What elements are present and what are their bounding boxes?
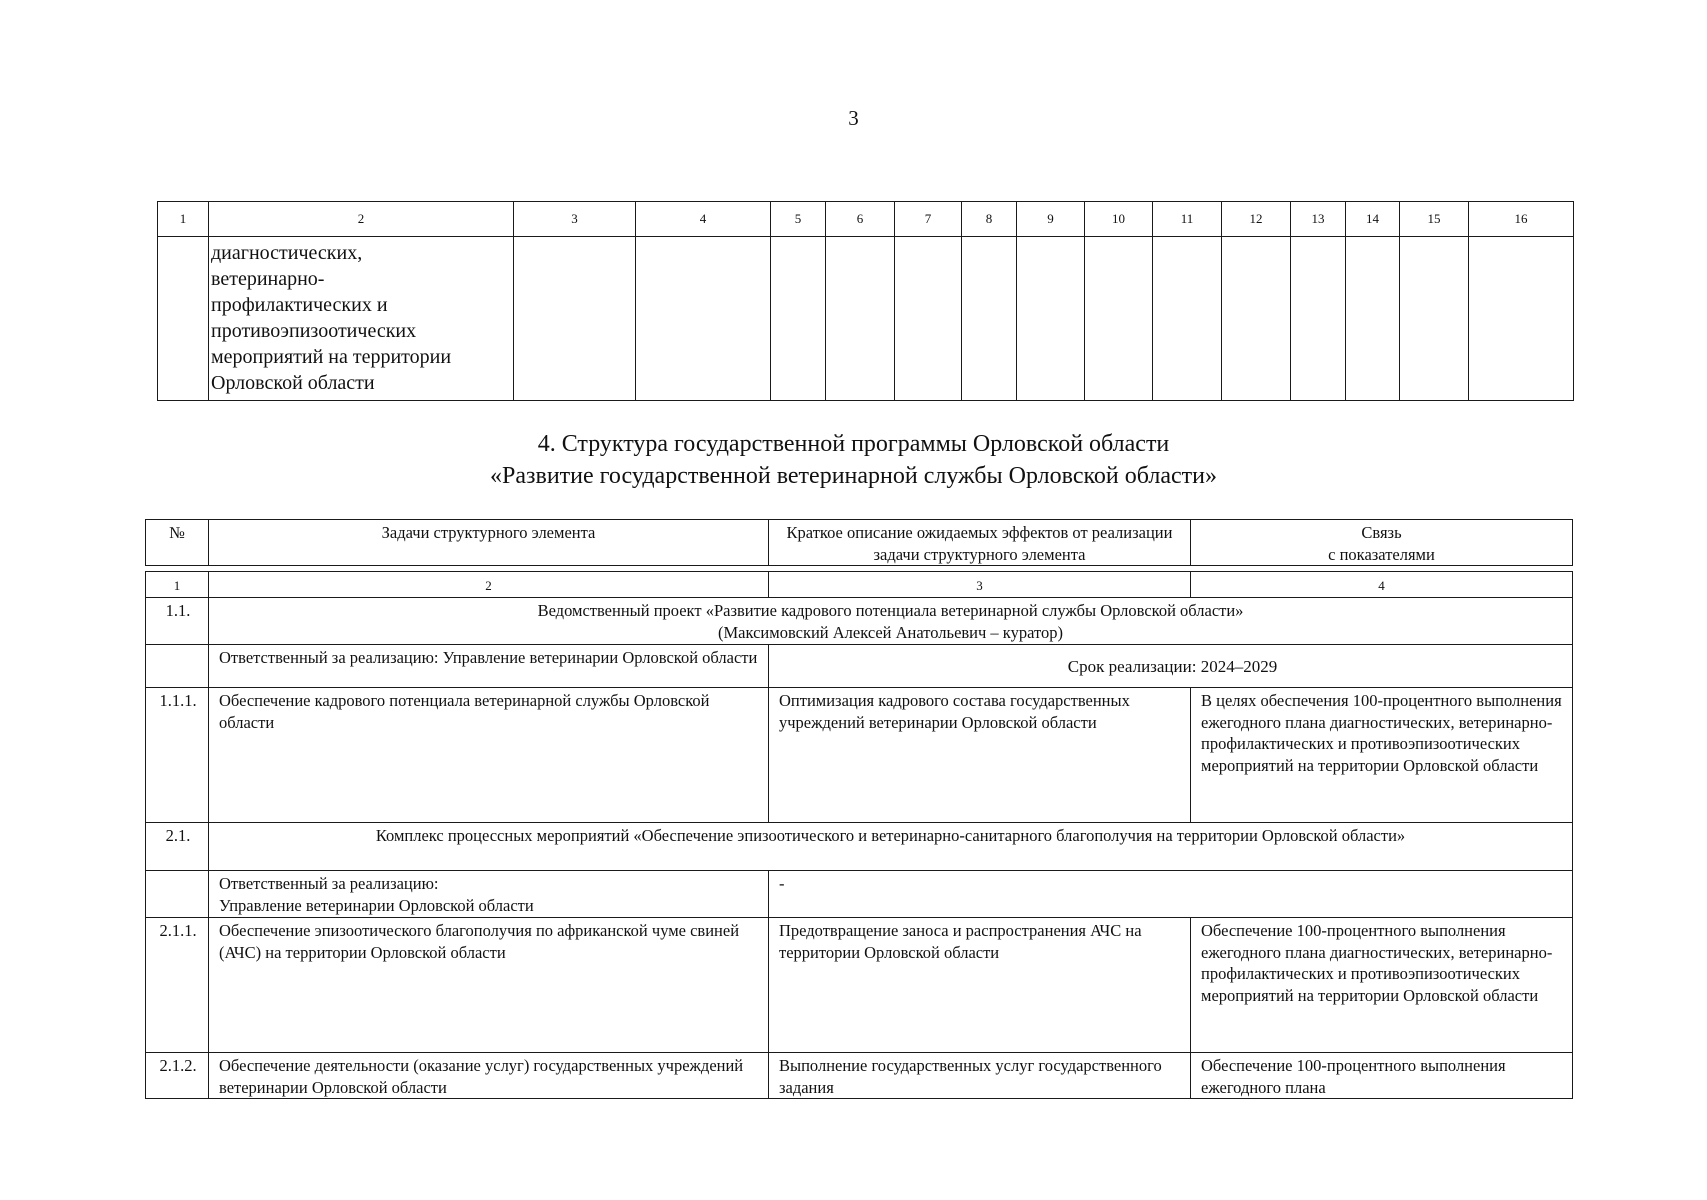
row-number: 2.1.2.: [146, 1053, 209, 1099]
continuation-text-cell: [209, 237, 514, 401]
header-link: [1191, 520, 1573, 566]
responsible-line: Управление ветеринарии Орловской области: [219, 895, 534, 915]
table-cell: [1017, 237, 1085, 401]
table-cell: [826, 237, 895, 401]
row-number: 1.1.: [146, 598, 209, 645]
table-cell: [1153, 237, 1222, 401]
table-row: [146, 1053, 1573, 1099]
effect-text: Предотвращение заноса и распространения АЧС на территории Орловской области: [769, 918, 1191, 1053]
section-title: [0, 428, 1707, 492]
table-cell: [1346, 237, 1400, 401]
column-number: 9: [1017, 202, 1085, 237]
column-number: 5: [771, 202, 826, 237]
table-cell: [1469, 237, 1574, 401]
page-number: 3: [848, 106, 859, 130]
project-title-line: Ведомственный проект «Развитие кадрового потенциала ветеринарной службы Орловской области»: [537, 601, 1244, 620]
responsible-value: -: [769, 871, 1573, 918]
responsible-row: [146, 871, 1573, 918]
table-row: [158, 237, 1574, 401]
indicator-link-text: Обеспечение 100-процентного выполнения ежегодного плана диагностических, ветеринарно-профилактических и противоэпизоотических мероприятий на территории Орловской области: [1191, 918, 1573, 1053]
column-number-row: [146, 572, 1573, 598]
table-row: [146, 918, 1573, 1053]
responsible-line: Ответственный за реализацию:: [219, 874, 439, 893]
implementation-period: Срок реализации: 2024–2029: [769, 645, 1573, 688]
project-title: [209, 598, 1573, 645]
continuation-table: [157, 201, 1574, 401]
column-number: 4: [636, 202, 771, 237]
table-cell: [1400, 237, 1469, 401]
column-number: 1: [158, 202, 209, 237]
column-number: 3: [514, 202, 636, 237]
section-title-line: «Развитие государственной ветеринарной службы Орловской области»: [490, 463, 1217, 489]
table-cell: [158, 237, 209, 401]
row-number: 1.1.1.: [146, 688, 209, 823]
header-link-line: Связь: [1361, 523, 1402, 542]
table-cell: [636, 237, 771, 401]
indicator-link-text: Обеспечение 100-процентного выполнения ежегодного плана: [1191, 1053, 1573, 1099]
table-cell: [895, 237, 962, 401]
effect-text: Оптимизация кадрового состава государственных учреждений ветеринарии Орловской области: [769, 688, 1191, 823]
table-cell: [1222, 237, 1291, 401]
column-number: 2: [209, 572, 769, 598]
column-number: 14: [1346, 202, 1400, 237]
project-curator: (Максимовский Алексей Анатольевич – куратор): [718, 622, 1063, 642]
column-number: 3: [769, 572, 1191, 598]
table-cell: [514, 237, 636, 401]
column-number: 6: [826, 202, 895, 237]
column-number: 10: [1085, 202, 1153, 237]
effect-text: Выполнение государственных услуг государственного задания: [769, 1053, 1191, 1099]
section-title-line: 4. Структура государственной программы Орловской области: [537, 431, 1170, 457]
row-number: 2.1.: [146, 823, 209, 871]
table-header-row: [158, 202, 1574, 237]
responsible-text: Ответственный за реализацию: Управление ветеринарии Орловской области: [209, 645, 769, 688]
indicator-link-text: В целях обеспечения 100-процентного выполнения ежегодного плана диагностических, ветеринарно-профилактических и противоэпизоотических мероприятий на территории Орловской области: [1191, 688, 1573, 823]
row-number: 2.1.1.: [146, 918, 209, 1053]
table-cell: [1291, 237, 1346, 401]
table-cell: [962, 237, 1017, 401]
text-line: мероприятий на территории: [211, 346, 452, 368]
text-line: ветеринарно-: [211, 268, 325, 290]
task-text: Обеспечение кадрового потенциала ветеринарной службы Орловской области: [209, 688, 769, 823]
header-effects: Краткое описание ожидаемых эффектов от реализации задачи структурного элемента: [769, 520, 1191, 566]
header-no: №: [146, 520, 209, 566]
column-number: 16: [1469, 202, 1574, 237]
responsible-text: [209, 871, 769, 918]
table-cell: [146, 871, 209, 918]
table-cell: [771, 237, 826, 401]
text-line: противоэпизоотических: [211, 320, 417, 342]
program-structure-table: [145, 519, 1573, 1099]
header-link-line: с показателями: [1328, 544, 1435, 564]
header-tasks: Задачи структурного элемента: [209, 520, 769, 566]
task-text: Обеспечение деятельности (оказание услуг) государственных учреждений ветеринарии Орловской области: [209, 1053, 769, 1099]
column-number: 15: [1400, 202, 1469, 237]
column-number: 7: [895, 202, 962, 237]
complex-row: [146, 823, 1573, 871]
table-header-row: [146, 520, 1573, 566]
column-number: 11: [1153, 202, 1222, 237]
column-number: 2: [209, 202, 514, 237]
complex-title: Комплекс процессных мероприятий «Обеспечение эпизоотического и ветеринарно-санитарного благополучия на территории Орловской области»: [209, 823, 1573, 871]
text-line: Орловской области: [211, 372, 375, 394]
column-number: 1: [146, 572, 209, 598]
column-number: 12: [1222, 202, 1291, 237]
table-row: [146, 688, 1573, 823]
responsible-row: [146, 645, 1573, 688]
project-row: [146, 598, 1573, 645]
column-number: 8: [962, 202, 1017, 237]
table-cell: [146, 645, 209, 688]
table-cell: [1085, 237, 1153, 401]
text-line: диагностических,: [211, 242, 363, 264]
column-number: 13: [1291, 202, 1346, 237]
column-number: 4: [1191, 572, 1573, 598]
task-text: Обеспечение эпизоотического благополучия по африканской чуме свиней (АЧС) на территории Орловской области: [209, 918, 769, 1053]
text-line: профилактических и: [211, 294, 388, 316]
